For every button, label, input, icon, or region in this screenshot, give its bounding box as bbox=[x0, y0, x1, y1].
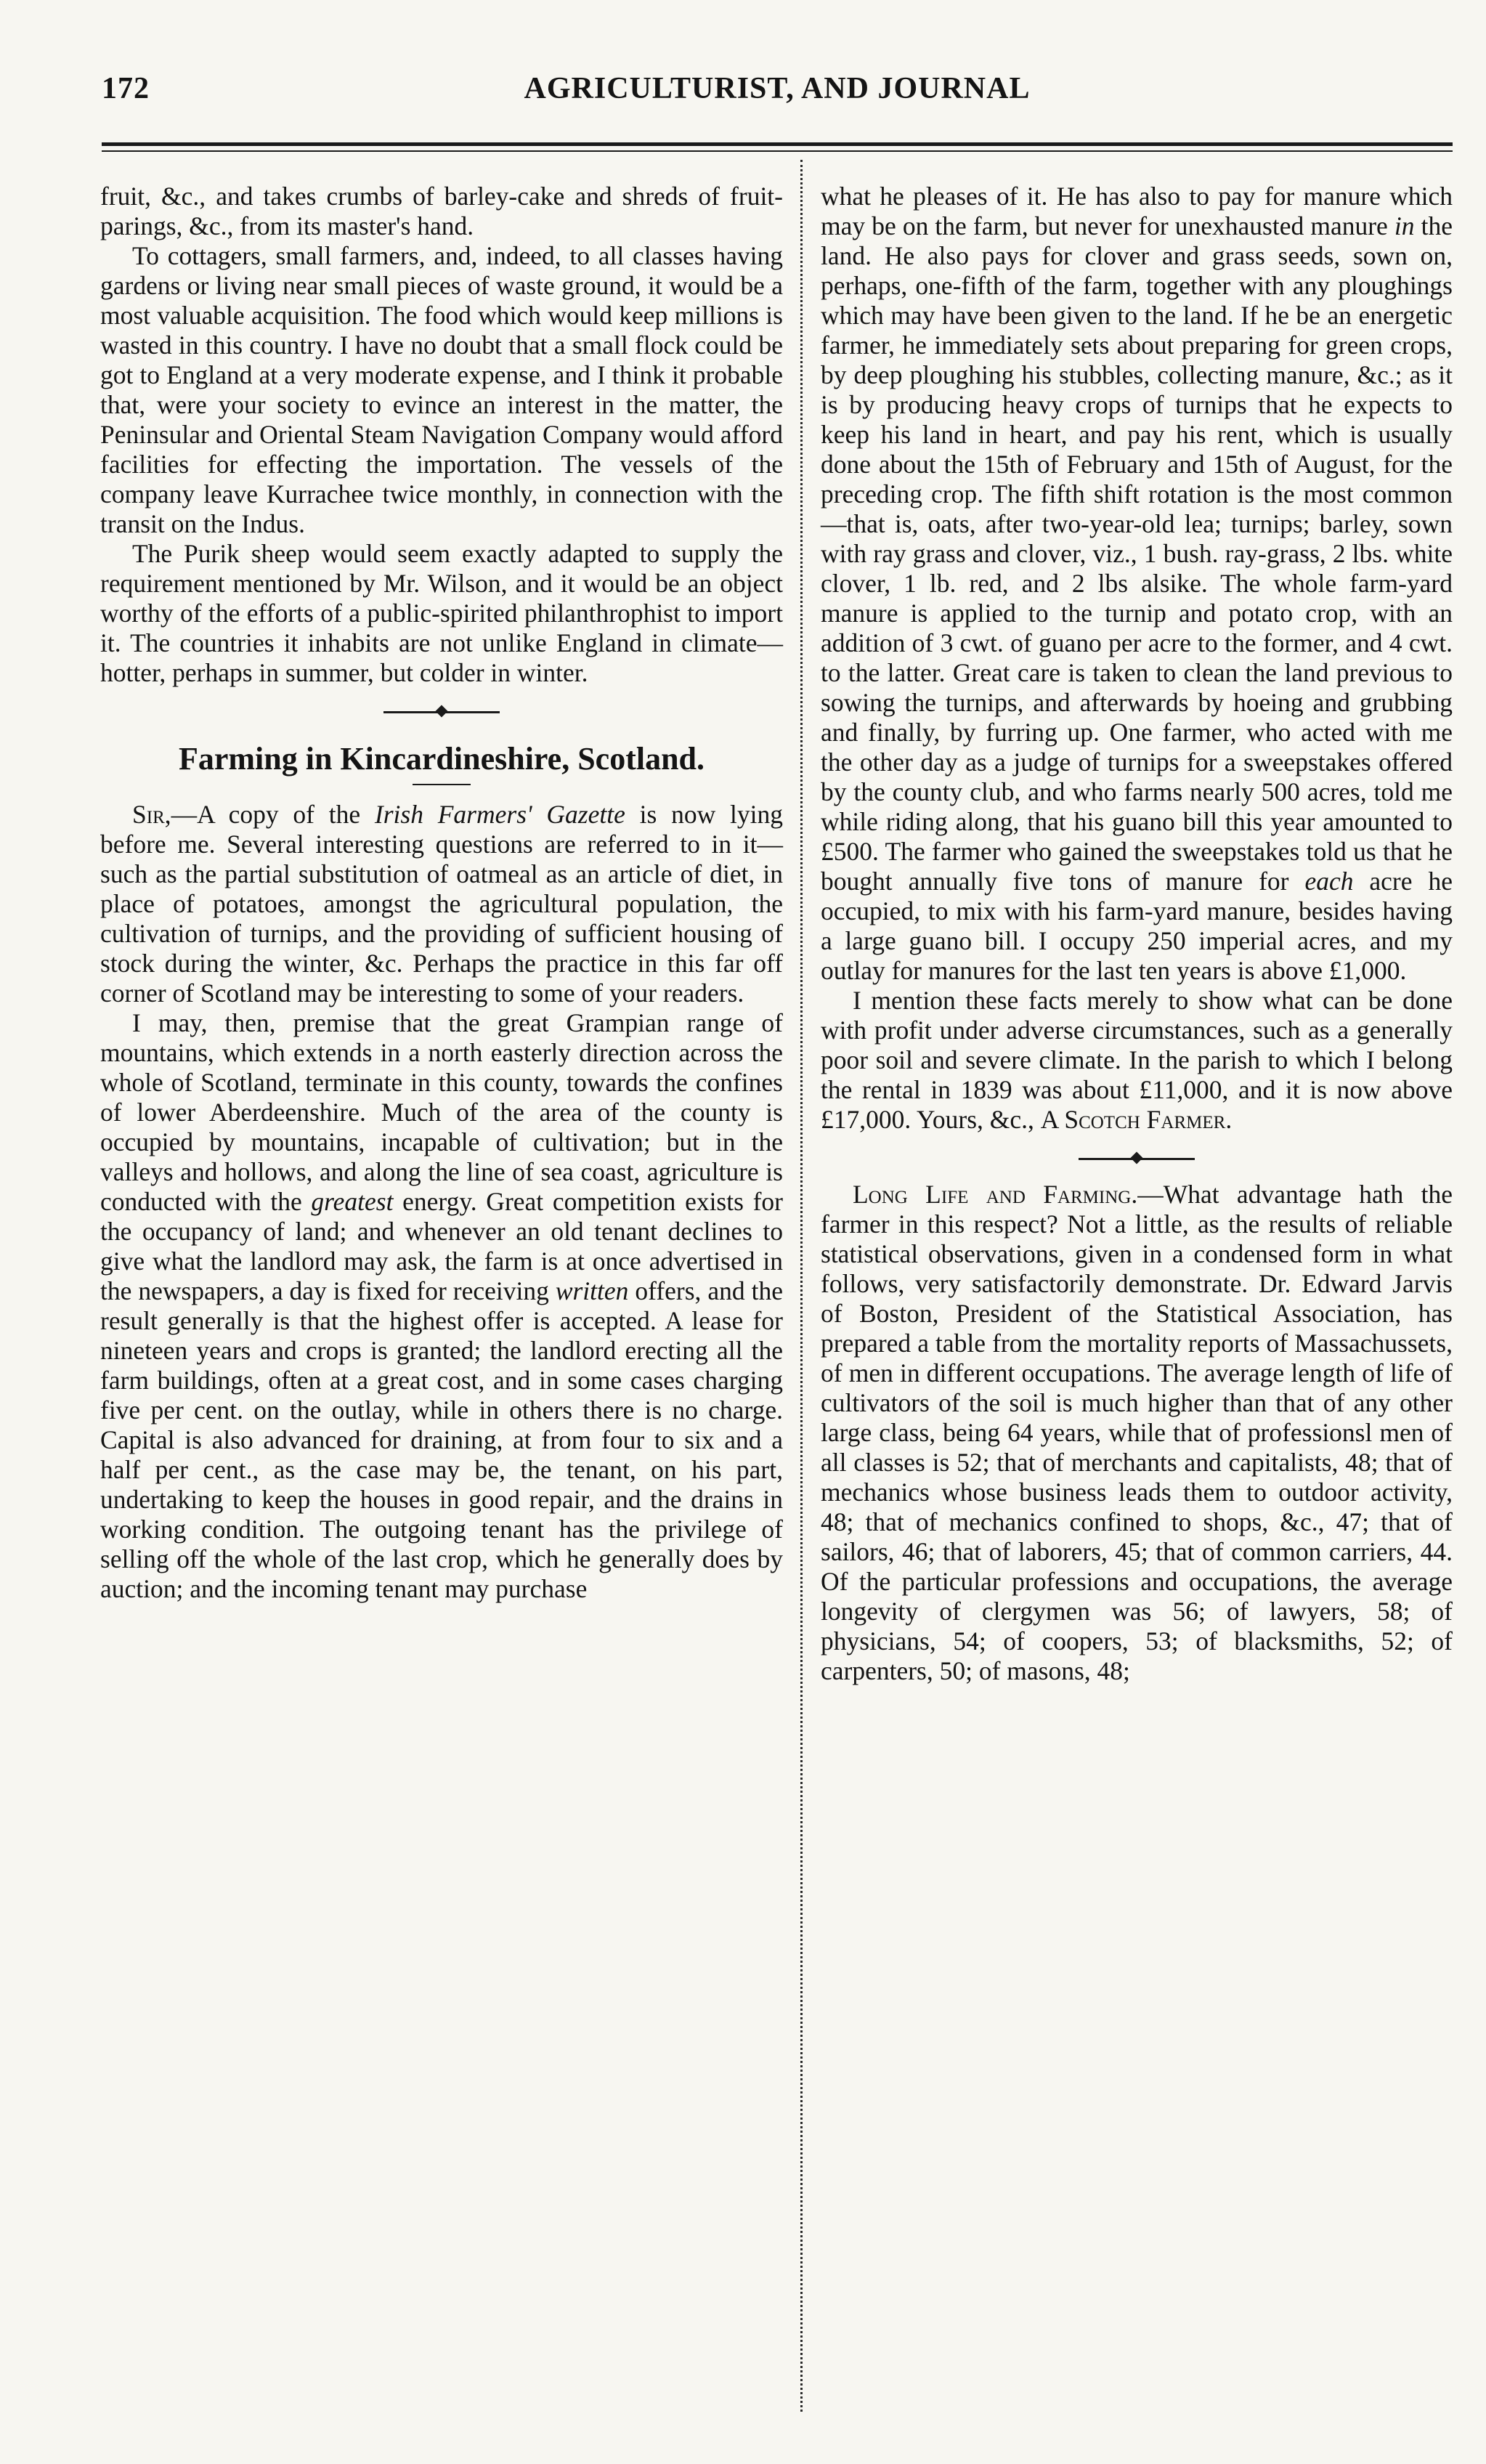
signoff-author: A Scotch Farmer. bbox=[1040, 1105, 1233, 1134]
article-heading-long-life: Long Life and Farming. bbox=[853, 1180, 1138, 1209]
right-paragraph-1: what he pleases of it. He has also to pay for manure which may be on the farm, but never for unexhausted manure in the land. He also pays for clover and grass seeds, sown on, perhaps, one-fifth of the farm, together with any ploughings which may have been given to the land. If he be an energetic farmer, he immediately sets about preparing for green crops, by deep ploughing his stubbles, collecting manure, &c.; as it is by producing heavy crops of turnips that he expects to keep his land in heart, and pay his rent, which is usually done about the 15th of February and 15th of August, for the preceding crop. The fifth shift rotation is the most common—that is, oats, after two-year-old lea; turnips; barley, sown with ray grass and clover, viz., 1 bush. ray-grass, 2 lbs. white clover, 1 lb. red, and 2 lbs alsike. The whole farm-yard manure is applied to the turnip and potato crop, with an addition of 3 cwt. of guano per acre to the former, and 4 cwt. to the latter. Great care is taken to clean the land previous to sowing the turnips, and afterwards by hoeing and grubbing and finally, by furring up. One farmer, who acted with me the other day as a judge of turnips for a sweepstakes offered by the county club, and who farms nearly 500 acres, told me while riding along, that his guano bill this year amounted to £500. The farmer who gained the sweepstakes told us that he bought annually five tons of manure for each acre he occupied, to mix with his farm-yard manure, besides having a large guano bill. I occupy 250 imperial acres, and my outlay for manures for the last ten years is above £1,000. bbox=[821, 182, 1453, 985]
left-paragraph-5: I may, then, premise that the great Grampian range of mountains, which extends in a north easterly direction across the whole of Scotland, terminate in this county, towards the confines of lower Aberdeenshire. Much of the area of the county is occupied by mountains, incapable of cultivation; but in the valleys and hollows, and along the line of sea coast, agriculture is conducted with the greatest energy. Great competition exists for the occupancy of land; and whenever an old tenant declines to give what the landlord may ask, the farm is at once advertised in the newspapers, a day is fixed for receiving written offers, and the result generally is that the highest offer is accepted. A lease for nineteen years and crops is granted; the landlord erecting all the farm buildings, often at a great cost, and in some cases charging five per cent. on the outlay, while in others there is no charge. Capital is also advanced for draining, at from four to six and a half per cent., as the case may be, the tenant, on his part, undertaking to keep the houses in good repair, and the drains in working condition. The outgoing tenant has the privilege of selling off the whole of the last crop, which he generally does by auction; and the incoming tenant may purchase bbox=[100, 1008, 783, 1603]
left-column bbox=[100, 182, 783, 1604]
right-paragraph-3: Long Life and Farming.—What advantage hath the farmer in this respect? Not a little, as the results of reliable statistical observations, given in a condensed form in what follows, very satisfactorily demonstrate. Dr. Edward Jarvis of Boston, President of the Statistical Association, has prepared a table from the mortality reports of Massachussets, of men in different occupations. The average length of life of cultivators of the soil is much higher than that of any other large class, being 64 years, while that of professionsl men of all classes is 52; that of merchants and capitalists, 48; that of mechanics whose business leads them to outdoor activity, 48; that of mechanics confined to shops, &c., 47; that of sailors, 46; that of laborers, 45; that of common carriers, 44. Of the particular professions and occupations, the average longevity of clergymen was 56; of lawyers, 58; of physicians, 54; of coopers, 53; of blacksmiths, 52; of carpenters, 50; of masons, 48; bbox=[821, 1180, 1453, 1685]
left-paragraph-4: Sir,—A copy of the Irish Farmers' Gazette is now lying before me. Several interesting questions are referred to in it—such as the partial substitution of oatmeal as an article of diet, in place of potatoes, amongst the agricultural population, the cultivation of turnips, and the providing of sufficient housing of stock during the winter, &c. Perhaps the practice in this far off corner of Scotland may be interesting to some of your readers. bbox=[100, 800, 783, 1008]
signoff-yours: Yours, &c., bbox=[916, 1105, 1034, 1134]
title-rule bbox=[413, 784, 471, 785]
header-rule-thin bbox=[102, 150, 1453, 152]
section-ornament-right bbox=[1079, 1154, 1195, 1164]
page-header bbox=[102, 71, 1453, 115]
journal-name: Irish Farmers' Gazette bbox=[374, 800, 625, 829]
column-divider bbox=[800, 160, 803, 2412]
left-paragraph-2: To cottagers, small farmers, and, indeed, to all classes having gardens or living near small pieces of waste ground, it would be a most valuable acquisition. The food which would keep millions is wasted in this country. I have no doubt that a small flock could be got to England at a very moderate expense, and I think it probable that, were your society to evince an interest in the matter, the Peninsular and Oriental Steam Navigation Company would afford facilities for effecting the importation. The vessels of the company leave Kurrachee twice monthly, in connection with the transit on the Indus. bbox=[100, 241, 783, 538]
right-paragraph-2: I mention these facts merely to show what can be done with profit under adverse circumstances, such as a generally poor soil and severe climate. In the parish to which I belong the rental in 1839 was about £11,000, and it is now above £17,000. Yours, &c., A Scotch Farmer. bbox=[821, 986, 1453, 1134]
running-title: AGRICULTURIST, AND JOURNAL bbox=[524, 72, 1031, 105]
header-rule-thick bbox=[102, 142, 1453, 146]
section-ornament bbox=[383, 707, 500, 717]
left-paragraph-3: The Purik sheep would seem exactly adapted to supply the requirement mentioned by Mr. Wilson, and it would be an object worthy of the efforts of a public-spirited philanthrophist to import it. The countries it inhabits are not unlike England in climate—hotter, perhaps in summer, but colder in winter. bbox=[100, 539, 783, 687]
salutation: Sir, bbox=[132, 800, 171, 829]
right-column bbox=[821, 182, 1453, 1686]
left-paragraph-1: fruit, &c., and takes crumbs of barley-cake and shreds of fruit-parings, &c., from its master's hand. bbox=[100, 182, 783, 240]
page-number: 172 bbox=[102, 72, 150, 105]
article-title: Farming in Kincardineshire, Scotland. bbox=[178, 741, 705, 777]
